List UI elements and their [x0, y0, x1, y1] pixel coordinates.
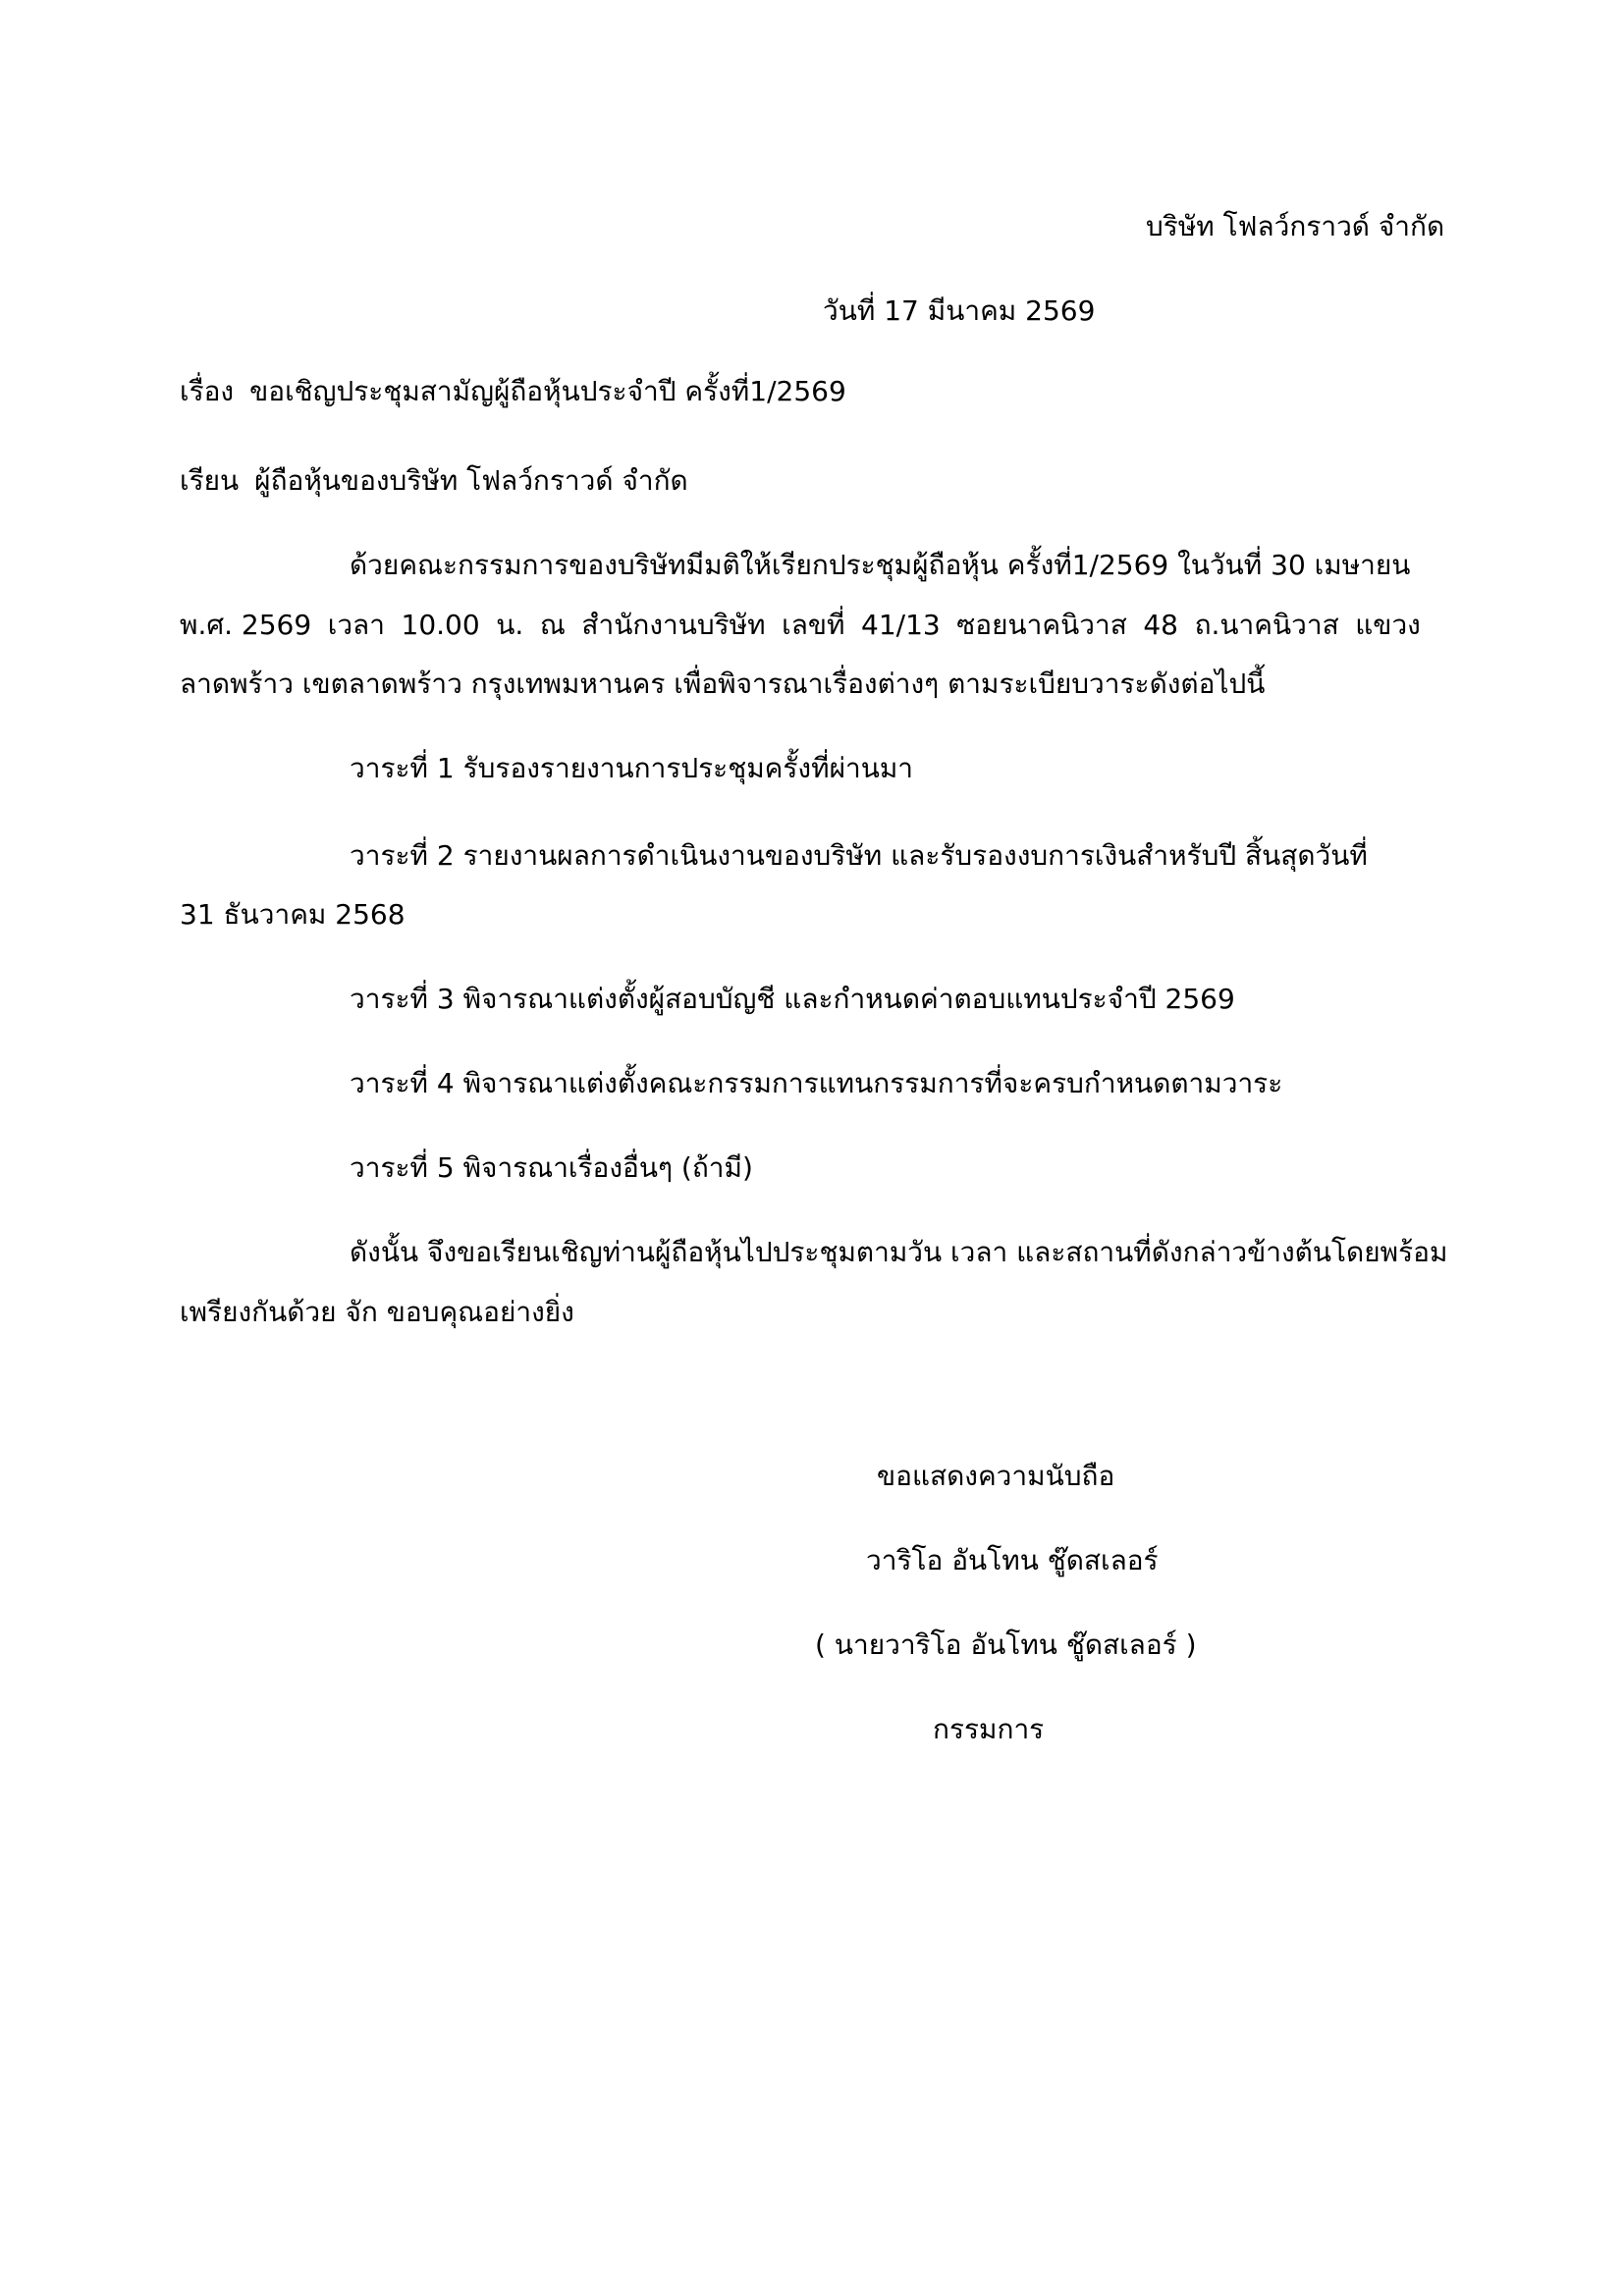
- intro-word: น.: [496, 609, 524, 641]
- agenda-item-3: วาระที่ 3 พิจารณาแต่งตั้งผู้สอบบัญชี และกำหนดค่าตอบแทนประจำปี 2569: [350, 983, 1235, 1015]
- intro-word: 48: [1143, 609, 1178, 641]
- agenda-item-5: วาระที่ 5 พิจารณาเรื่องอื่นๆ (ถ้ามี): [350, 1151, 753, 1184]
- intro-word: 41/13: [861, 609, 941, 641]
- agenda-item-2: วาระที่ 2 รายงานผลการดำเนินงานของบริษัท และรับรองงบการเงินสำหรับปี สิ้นสุดวันที่: [350, 839, 1368, 872]
- intro-line-2: [180, 606, 1421, 645]
- intro-line-1: ด้วยคณะกรรมการของบริษัทมีมติให้เรียกประชุมผู้ถือหุ้น ครั้งที่1/2569 ในวันที่ 30 เมษายน: [350, 549, 1411, 581]
- signature-name: วาริโอ อันโทน ชู๊ดสเลอร์: [866, 1544, 1159, 1576]
- signature-printed-name: ( นายวาริโอ อันโทน ชู๊ดสเลอร์ ): [815, 1629, 1197, 1661]
- intro-word: 10.00: [401, 609, 480, 641]
- subject-label: เรื่อง: [180, 375, 235, 407]
- signature-salutation: ขอแสดงความนับถือ: [877, 1460, 1115, 1492]
- intro-line-3: ลาดพร้าว เขตลาดพร้าว กรุงเทพมหานคร เพื่อพิจารณาเรื่องต่างๆ ตามระเบียบวาระดังต่อไปนี้: [180, 667, 1266, 700]
- intro-word: พ.ศ. 2569: [180, 609, 312, 641]
- intro-word: ซอยนาคนิวาส: [956, 609, 1127, 641]
- closing-line-1: ดังนั้น จึงขอเรียนเชิญท่านผู้ถือหุ้นไปประชุมตามวัน เวลา และสถานที่ดังกล่าวข้างต้นโดยพร้อม: [350, 1236, 1448, 1268]
- subject-row: [180, 372, 846, 411]
- company-header: บริษัท โฟลว์กราวด์ จำกัด: [1146, 210, 1445, 242]
- closing-line-2: เพรียงกันด้วย จัก ขอบคุณอย่างยิ่ง: [180, 1296, 574, 1328]
- agenda-item-2-continued: 31 ธันวาคม 2568: [180, 898, 406, 931]
- recipient-label: เรียน: [180, 464, 240, 497]
- agenda-item-4: วาระที่ 4 พิจารณาแต่งตั้งคณะกรรมการแทนกรรมการที่จะครบกำหนดตามวาระ: [350, 1067, 1283, 1099]
- intro-word: แขวง: [1355, 609, 1421, 641]
- subject-text: ขอเชิญประชุมสามัญผู้ถือหุ้นประจำปี ครั้งที่1/2569: [249, 375, 846, 407]
- intro-word: เลขที่: [782, 609, 845, 641]
- intro-word: สำนักงานบริษัท: [581, 609, 766, 641]
- agenda-item-1: วาระที่ 1 รับรองรายงานการประชุมครั้งที่ผ่านมา: [350, 752, 914, 784]
- intro-word: เวลา: [327, 609, 385, 641]
- signature-title: กรรมการ: [933, 1713, 1045, 1745]
- intro-word: ณ: [539, 609, 566, 641]
- letter-date: วันที่ 17 มีนาคม 2569: [823, 294, 1096, 327]
- intro-word: ถ.นาคนิวาส: [1194, 609, 1339, 641]
- recipient-text: ผู้ถือหุ้นของบริษัท โฟลว์กราวด์ จำกัด: [254, 464, 688, 497]
- recipient-row: [180, 461, 688, 501]
